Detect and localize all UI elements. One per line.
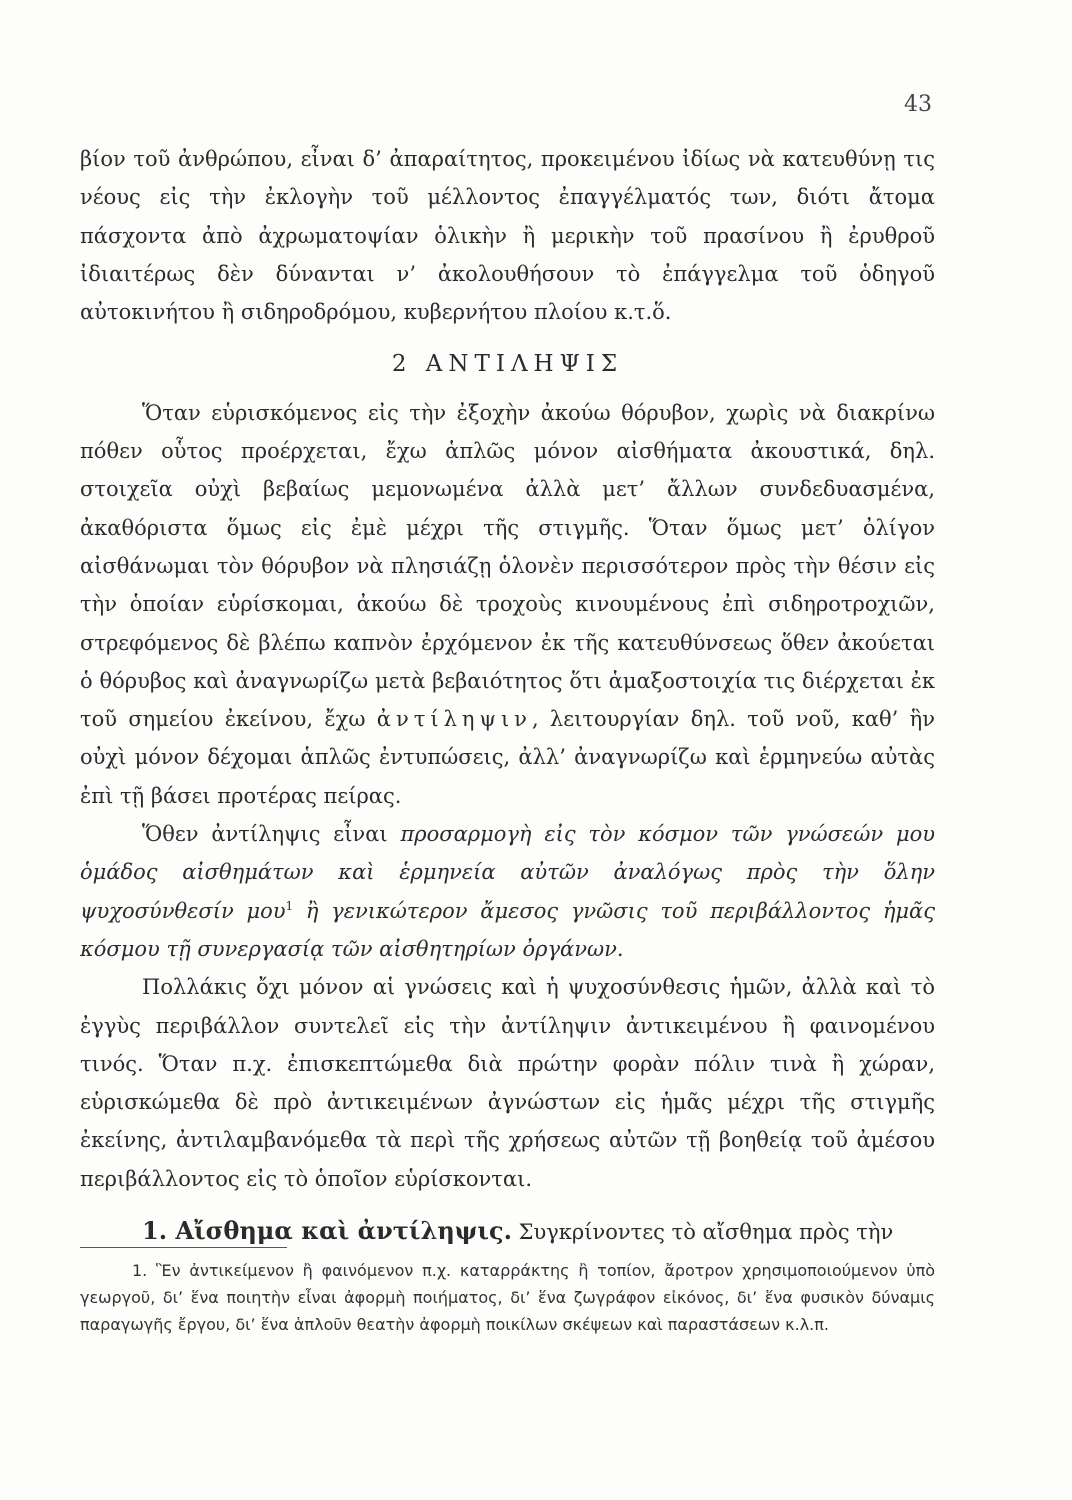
section-heading: 2 ΑΝΤΙΛΗΨΙΣ [391,351,624,378]
definition-text: προσαρμογὴ εἰς τὸν κόσμον τῶν γνώσεών μου ὁμάδος αἰσθημάτων καὶ ἑρμηνεία αὐτῶν ἀναλόγως πρὸς τὴν ὅλην ψυχοσύνθεσίν μου [80,822,935,923]
paragraph-perception-example [80,394,935,815]
page-number: 43 [904,92,932,117]
subsection-paragraph [80,1212,935,1251]
emphasized-term: ἀντίληψιν [376,707,532,732]
main-text [80,140,935,1251]
paragraph-environment: Πολλάκις ὄχι μόνον αἱ γνώσεις καὶ ἡ ψυχοσύνθεσις ἡμῶν, ἀλλὰ καὶ τὸ ἐγγὺς περιβάλλον συντελεῖ εἰς τὴν ἀντίληψιν ἀντικειμένου ἢ φαινομένου τινός. Ὅταν π.χ. ἐπισκεπτώμεθα διὰ πρώτην φορὰν πόλιν τινὰ ἢ χώραν, εὑρισκώμεθα δὲ πρὸ ἀντικειμένων ἀγνώστων εἰς ἡμᾶς μέχρι τῆς στιγμῆς ἐκείνης, ἀντιλαμβανόμεθα τὰ περὶ τῆς χρήσεως αὐτῶν τῇ βοηθείᾳ τοῦ ἀμέσου περιβάλλοντος εἰς τὸ ὁποῖον εὑρίσκονται. [80,975,935,1191]
footnote-divider [80,1247,287,1248]
definition-text: ἢ γενικώτερον ἄμεσος γνῶσις τοῦ περιβάλλοντος ἡμᾶς κόσμου τῇ συνεργασίᾳ τῶν αἰσθητηρίων ὀργάνων. [80,898,935,961]
footnote [80,1257,935,1338]
paragraph-definition [80,815,935,968]
paragraph-text: , λειτουργίαν δηλ. τοῦ νοῦ, καθ’ ἣν οὐχὶ μόνον δέχομαι ἁπλῶς ἐντυπώσεις, ἀλλ’ ἀναγνωρίζω καὶ ἑρμηνεύω αὐτὰς ἐπὶ τῇ βάσει προτέρας πείρας. [80,707,935,808]
footnote-reference: 1 [285,898,294,913]
paragraph-continuation: βίον τοῦ ἀνθρώπου, εἶναι δ’ ἀπαραίτητος, προκειμένου ἰδίως νὰ κατευθύνῃ τις νέους εἰς τὴν ἐκλογὴν τοῦ μέλλοντος ἐπαγγέλματός των, διότι ἄτομα πάσχοντα ἀπὸ ἀχρωματοψίαν ὁλικὴν ἢ μερικὴν τοῦ πρασίνου ἢ ἐρυθροῦ ἰδιαιτέρως δὲν δύνανται ν’ ἀκολουθήσουν τὸ ἐπάγγελμα τοῦ ὁδηγοῦ αὐτοκινήτου ἢ σιδηροδρόμου, κυβερνήτου πλοίου κ.τ.ὅ. [80,147,935,325]
paragraph-text: Ὅταν εὑρισκόμενος εἰς τὴν ἐξοχὴν ἀκούω θόρυβον, χωρὶς νὰ διακρίνω πόθεν οὗτος προέρχεται, ἔχω ἁπλῶς μόνον αἰσθήματα ἀκουστικά, δηλ. στοιχεῖα οὐχὶ βεβαίως μεμονωμένα ἀλλὰ μετ’ ἄλλων συνδεδυασμένα, ἀκαθόριστα ὅμως εἰς ἐμὲ μέχρι τῆς στιγμῆς. Ὅταν ὅμως μετ’ ὀλίγον αἰσθάνωμαι τὸν θόρυβον νὰ πλησιάζῃ ὁλονὲν περισσότερον πρὸς τὴν θέσιν εἰς τὴν ὁποίαν εὑρίσκομαι, ἀκούω δὲ τροχοὺς κινουμένους ἐπὶ σιδηροτροχιῶν, στρεφόμενος δὲ βλέπω καπνὸν ἐρχόμενον ἐκ τῆς κατευθύνσεως ὅθεν ἀκούεται ὁ θόρυβος καὶ ἀναγνωρίζω μετὰ βεβαιότητος ὅτι ἁμαξοστοιχία τις διέρχεται ἐκ τοῦ σημείου ἐκείνου, ἔχω [80,400,935,732]
footnote-text: 1. Ἓν ἀντικείμενον ἢ φαινόμενον π.χ. καταρράκτης ἢ τοπίον, ἄροτρον χρησιμοποιούμενον ὑπὸ γεωργοῦ, δι’ ἕνα ποιητὴν εἶναι ἀφορμὴ ποιήματος, δι’ ἕνα ζωγράφον εἰκόνος, δι’ ἕνα φυσικὸν δύναμις παραγωγῆς ἔργου, δι’ ἕνα ἁπλοῦν θεατὴν ἀφορμὴ ποικίλων σκέψεων καὶ παραστάσεων κ.λ.π. [80,1261,935,1334]
subsection-title: 1. Αἴσθημα καὶ ἀντίληψις. [142,1216,512,1246]
paragraph-text: Ὅθεν ἀντίληψις εἶναι [142,822,388,847]
paragraph-text: Συγκρίνοντες τὸ αἴσθημα πρὸς τὴν [518,1220,894,1245]
